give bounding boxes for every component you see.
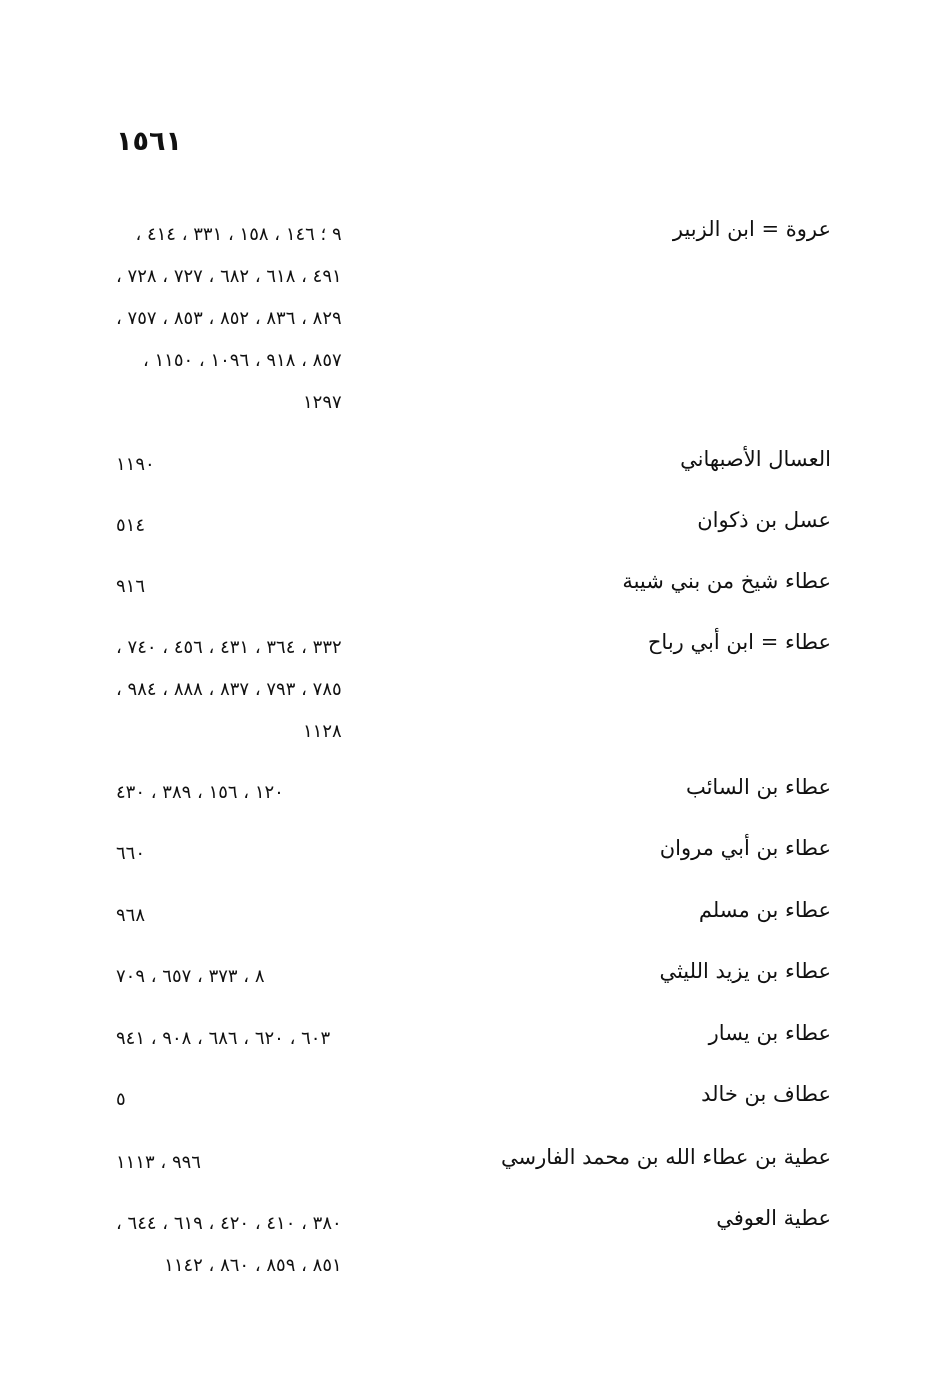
entry-name: عطاء شيخ من بني شيبة — [622, 569, 831, 593]
page-reference-line: ١٢٠ ، ١٥٦ ، ٣٨٩ ، ٤٣٠ — [116, 782, 284, 803]
page-reference-line: ١١٢٨ — [303, 721, 342, 742]
entry-page-references — [116, 956, 265, 998]
entry-page-references — [116, 833, 145, 875]
page-reference-line: ٤٩١ ، ٦١٨ ، ٦٨٢ ، ٧٢٧ ، ٧٢٨ ، — [116, 266, 342, 287]
page-reference-line: ٨ ، ٣٧٣ ، ٦٥٧ ، ٧٠٩ — [116, 966, 265, 987]
page-reference-line: ٧٨٥ ، ٧٩٣ ، ٨٣٧ ، ٨٨٨ ، ٩٨٤ ، — [116, 679, 342, 700]
page-reference-line: ٩٩٦ ، ١١١٣ — [116, 1152, 201, 1173]
entry-page-references — [116, 444, 155, 486]
entry-name: العسال الأصبهاني — [680, 447, 831, 471]
entry-name: عطاء بن السائب — [685, 775, 831, 799]
entry-page-references — [116, 772, 284, 814]
entry-page-references — [116, 1142, 201, 1184]
page-reference-line: ٩٦٨ — [116, 905, 146, 926]
entry-page-references — [116, 214, 342, 424]
entry-name: عطاء = ابن أبي رباح — [647, 630, 831, 654]
page-reference-line: ١١٩٠ — [116, 454, 155, 475]
page-reference-line: ١٢٩٧ — [303, 392, 342, 413]
entry-name: عسل بن ذكوان — [697, 508, 831, 532]
entry-page-references — [116, 1079, 126, 1121]
page-reference-line: ٥ — [116, 1089, 126, 1110]
entry-name: عطاء بن مسلم — [698, 898, 831, 922]
entry-name: عطية بن عطاء الله بن محمد الفارسي — [500, 1145, 831, 1169]
entry-page-references — [116, 895, 145, 937]
page-reference-line: ٥١٤ — [116, 515, 146, 536]
entry-page-references — [116, 505, 145, 547]
page-reference-line: ٨٢٩ ، ٨٣٦ ، ٨٥٢ ، ٨٥٣ ، ٧٥٧ ، — [116, 308, 342, 329]
entry-name: عطاف بن خالد — [701, 1082, 831, 1106]
entry-name: عطاء بن يسار — [708, 1021, 831, 1045]
entry-name: عطاء بن أبي مروان — [659, 836, 831, 860]
page-reference-line: ٦٠٣ ، ٦٢٠ ، ٦٨٦ ، ٩٠٨ ، ٩٤١ — [116, 1028, 331, 1049]
entry-page-references — [116, 627, 342, 753]
page-reference-line: ٨٥١ ، ٨٥٩ ، ٨٦٠ ، ١١٤٢ — [164, 1255, 342, 1276]
page-reference-line: ٣٨٠ ، ٤١٠ ، ٤٢٠ ، ٦١٩ ، ٦٤٤ ، — [116, 1213, 342, 1234]
page-reference-line: ٦٦٠ — [116, 843, 146, 864]
entry-name: عروة = ابن الزبير — [672, 217, 831, 241]
page-reference-line: ٨٥٧ ، ٩١٨ ، ١٠٩٦ ، ١١٥٠ ، — [142, 350, 342, 371]
entry-page-references — [116, 566, 145, 608]
entry-page-references — [116, 1203, 342, 1287]
page-reference-line: ٣٣٢ ، ٣٦٤ ، ٤٣١ ، ٤٥٦ ، ٧٤٠ ، — [116, 637, 342, 658]
page-number: ١٥٦١ — [116, 126, 182, 157]
entry-name: عطية العوفي — [716, 1206, 831, 1230]
page-reference-line: ٩١٦ — [116, 576, 146, 597]
page-reference-line: ٩ ؛ ١٤٦ ، ١٥٨ ، ٣٣١ ، ٤١٤ ، — [135, 224, 342, 245]
entry-name: عطاء بن يزيد الليثي — [659, 959, 831, 983]
entry-page-references — [116, 1018, 330, 1060]
